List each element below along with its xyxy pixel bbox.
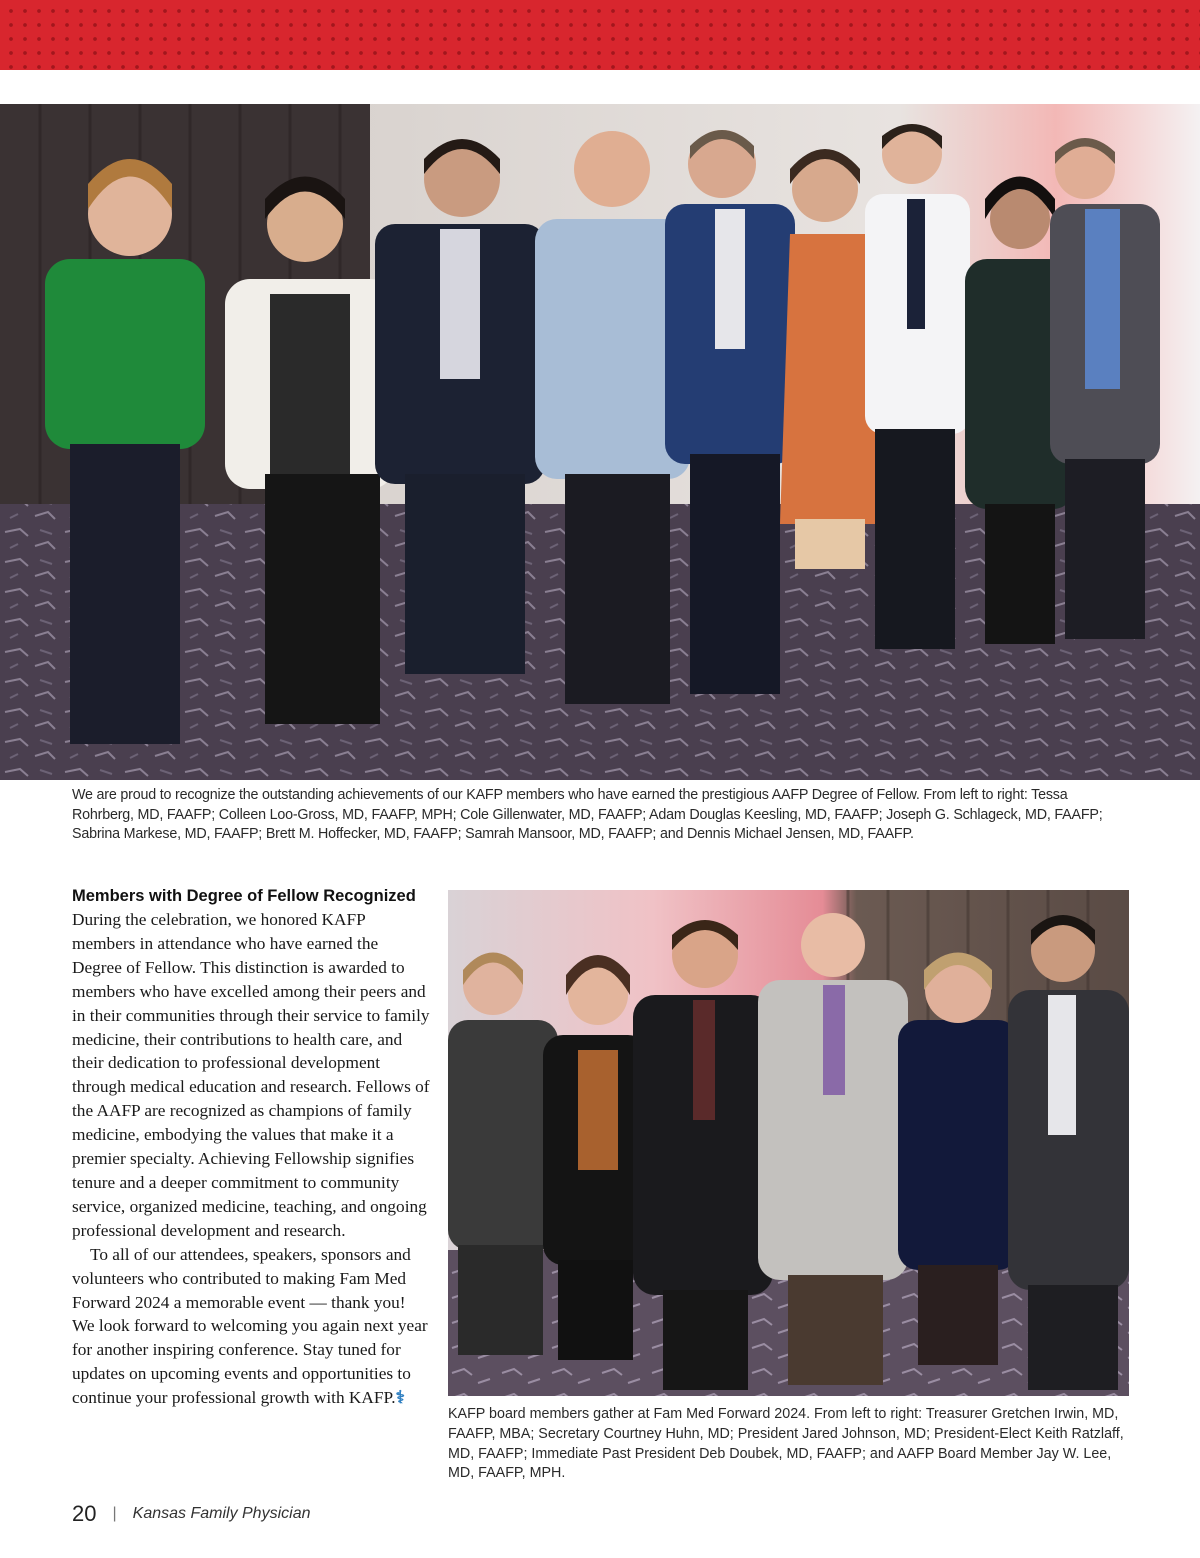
- page-number: 20: [72, 1501, 97, 1526]
- top-decorative-band: [0, 0, 1200, 70]
- footer-separator: |: [112, 1505, 117, 1522]
- page-footer: [72, 1500, 310, 1528]
- article-heading: Members with Degree of Fellow Recognized: [72, 887, 416, 905]
- fellows-group-photo: [0, 104, 1200, 780]
- article-body: [72, 908, 432, 1410]
- fellows-photo-caption: We are proud to recognize the outstanding achievements of our KAFP members who have earned the prestigious AAFP Degree of Fellow. From left to right: Tessa Rohrberg, MD, FAAFP; Colleen Loo-Gross, MD, FAAFP, MPH; Cole Gillenwater, MD, FAAFP; Adam Douglas Keesling, MD, FAAFP; Joseph G. Schlageck, MD, FAAFP; Sabrina Markese, MD, FAAFP; Brett M. Hoffecker, MD, FAAFP; Samrah Mansoor, MD, FAAFP; and Dennis Michael Jensen, MD, FAAFP.: [72, 787, 1103, 842]
- board-group-photo: [448, 890, 1129, 1396]
- kafp-figure-icon: ⚕: [395, 1388, 405, 1408]
- article-paragraph-1: During the celebration, we honored KAFP members in attendance who have earned the Degree of Fellow. This distinction is awarded to members who have excelled among their peers and in their communities through their service to family medicine, their contributions to health care, and their dedication to professional development through medical education and research. Fellows of the AAFP are recognized as champions of family medicine, embodying the values that make it a premier specialty. Achieving Fellowship signifies tenure and a deeper commitment to community service, organized medicine, teaching, and ongoing professional development and research.: [72, 910, 430, 1240]
- article-paragraph-2: [72, 1243, 432, 1410]
- article-paragraph-2-text: To all of our attendees, speakers, sponsors and volunteers who contributed to making Fam Med Forward 2024 a memorable event — thank you! We look forward to welcoming you again next year for another inspiring conference. Stay tuned for updates on upcoming events and opportunities to continue your professional growth with KAFP.: [72, 1244, 428, 1408]
- publication-name: Kansas Family Physician: [132, 1505, 311, 1522]
- board-photo-caption: KAFP board members gather at Fam Med Forward 2024. From left to right: Treasurer Gretchen Irwin, MD, FAAFP, MBA; Secretary Courtney Huhn, MD; President Jared Johnson, MD; President-Elect Keith Ratzlaff, MD, FAAFP; Immediate Past President Deb Doubek, MD, FAAFP; and AAFP Board Member Jay W. Lee, MD, FAAFP, MPH.: [448, 1406, 1124, 1482]
